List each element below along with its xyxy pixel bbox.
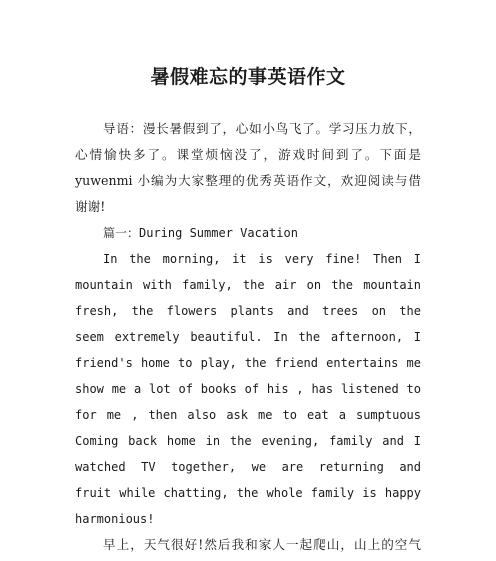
english-line: for me , then also ask me to eat a sumptuous xyxy=(75,408,421,422)
section-heading: 篇一：During Summer Vacation xyxy=(103,226,298,240)
english-line: show me a lot of books of his , has listened to xyxy=(75,382,421,396)
document-body xyxy=(75,116,421,558)
english-line: Coming back home in the evening, family and I xyxy=(75,434,421,448)
intro-line: 谢谢! xyxy=(75,199,106,214)
english-line: watched TV together, we are returning and xyxy=(75,460,421,474)
english-line: fruit while chatting, the whole family is happy xyxy=(75,486,421,500)
intro-line: yuwenmi 小编为大家整理的优秀英语作文，欢迎阅读与借 xyxy=(75,173,421,188)
intro-line: 导语：漫长暑假到了，心如小鸟飞了。学习压力放下， xyxy=(103,121,421,136)
english-line: In the morning, it is very fine! Then I xyxy=(103,252,421,266)
english-line: mountain with family, the air on the mountain xyxy=(75,278,421,292)
english-line: seem extremely beautiful. In the afternoon, I xyxy=(75,330,421,344)
english-line: harmonious! xyxy=(75,512,155,526)
chinese-line: 早上，天气很好!然后我和家人一起爬山，山上的空气 xyxy=(103,537,421,552)
intro-line: 心情愉快多了。课堂烦恼没了，游戏时间到了。下面是 xyxy=(75,147,421,162)
english-line: fresh, the flowers plants and trees on the xyxy=(75,304,421,318)
english-line: friend's home to play, the friend entertains me xyxy=(75,356,421,370)
document-title: 暑假难忘的事英语作文 xyxy=(150,66,346,88)
